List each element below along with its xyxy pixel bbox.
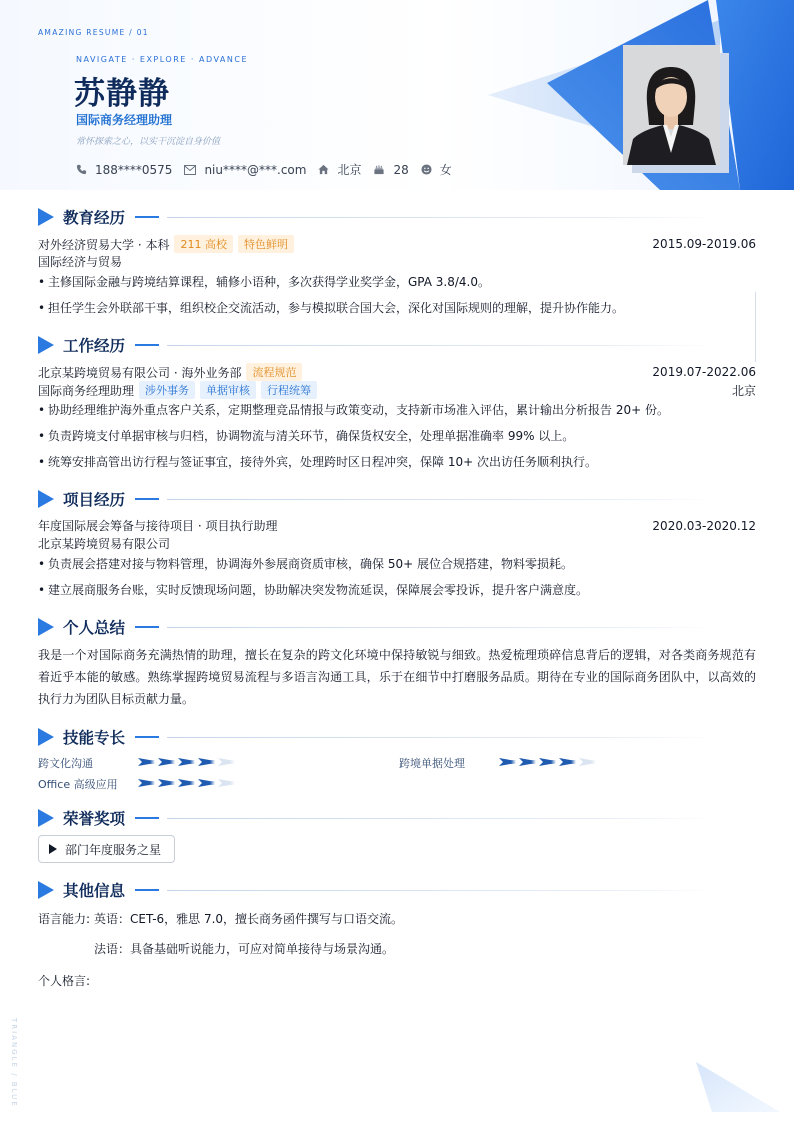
- section-triangle-icon: [38, 618, 54, 636]
- education-date: 2015.09-2019.06: [652, 237, 756, 251]
- header-tagline: NAVIGATE · EXPLORE · ADVANCE: [76, 55, 249, 64]
- target-role: 国际商务经理助理: [76, 113, 173, 127]
- language-english: 英语：CET-6，雅思 7.0，擅长商务函件撰写与口语交流。: [94, 912, 404, 926]
- work-location: 北京: [731, 383, 756, 398]
- skill-level-filled-icon: [559, 758, 576, 766]
- section-title-work: 工作经历: [38, 335, 717, 355]
- divider-line: [755, 292, 756, 362]
- section-triangle-icon: [38, 881, 54, 899]
- project-date: 2020.03-2020.12: [652, 518, 756, 533]
- education-major: 国际经济与贸易: [38, 255, 123, 269]
- skill-name: Office 高级应用: [38, 778, 118, 791]
- language-label: 语言能力:: [38, 912, 91, 926]
- position-name: 国际商务经理助理: [38, 383, 135, 398]
- skill-level-filled-icon: [198, 779, 215, 787]
- cake-icon: [373, 164, 385, 175]
- smile-icon: [421, 164, 432, 175]
- candidate-name: 苏静静: [74, 76, 170, 112]
- skill-level-filled-icon: [198, 758, 215, 766]
- project-bullet: • 建立展商服务台账，实时反馈现场问题，协助解决突发物流延误，保障展会零投诉，提升客户满意度。: [38, 581, 588, 598]
- company-name: 北京某跨境贸易有限公司 · 海外业务部: [38, 365, 242, 380]
- project-name: 年度国际展会筹备与接待项目 · 项目执行助理: [38, 519, 278, 533]
- skill-level-filled-icon: [138, 779, 155, 787]
- skill-level-filled-icon: [178, 758, 195, 766]
- section-title-other: 其他信息: [38, 880, 717, 900]
- age-text: 28: [393, 162, 409, 177]
- resume-kicker: AMAZING RESUME / 01: [38, 28, 149, 37]
- footer-triangle-decoration: [690, 1060, 794, 1123]
- skill-level-empty-icon: [579, 758, 596, 766]
- city-text: 北京: [337, 163, 362, 177]
- personal-motto-label: 个人格言:: [38, 974, 91, 988]
- position-tag: 涉外事务: [139, 381, 195, 399]
- skill-name: 跨文化沟通: [38, 757, 93, 770]
- contact-info: [76, 161, 464, 178]
- skill-name: 跨境单据处理: [399, 757, 465, 770]
- education-bullet: • 担任学生会外联部干事，组织校企交流活动，参与模拟联合国大会，深化对国际规则的理解，提升协作能力。: [38, 299, 624, 316]
- work-date: 2019.07-2022.06: [652, 365, 756, 379]
- work-bullet: • 协助经理维护海外重点客户关系，定期整理竞品情报与政策变动，支持新市场准入评估，累计输出分析报告 20+ 份。: [38, 401, 669, 418]
- position-tag: 单据审核: [200, 381, 256, 399]
- section-title-project: 项目经历: [38, 489, 717, 509]
- honor-item: [38, 835, 175, 863]
- section-triangle-icon: [38, 208, 54, 226]
- section-title-honors: 荣誉奖项: [38, 808, 717, 828]
- section-triangle-icon: [38, 490, 54, 508]
- section-triangle-icon: [38, 336, 54, 354]
- play-icon: [49, 844, 57, 854]
- summary-text: 我是一个对国际商务充满热情的助理，擅长在复杂的跨文化环境中保持敏锐与细致。热爱梳理琐碎信息背后的逻辑，对各类商务规范有着近乎本能的敏感。熟练掌握跨境贸易流程与多语言沟通工具，乐于在细节中打磨服务品质。期待在专业的国际商务团队中，以高效的执行力为团队目标贡献力量。: [38, 648, 756, 706]
- skill-level-filled-icon: [178, 779, 195, 787]
- phone-text: 188****0575: [95, 162, 173, 177]
- section-title-summary: 个人总结: [38, 617, 717, 637]
- education-bullet: • 主修国际金融与跨境结算课程，辅修小语种，多次获得学业奖学金，GPA 3.8/4.0。: [38, 273, 490, 290]
- contact-age: [373, 163, 408, 177]
- resume-header: [0, 0, 794, 190]
- honor-text: 部门年度服务之星: [65, 842, 162, 857]
- skill-level-2: [138, 778, 238, 788]
- language-french: 法语：具备基础听说能力，可应对简单接待与场景沟通。: [94, 942, 395, 956]
- work-position-row: [38, 381, 756, 399]
- skill-level-empty-icon: [218, 758, 235, 766]
- home-icon: [318, 164, 329, 175]
- skill-level-filled-icon: [539, 758, 556, 766]
- section-triangle-icon: [38, 809, 54, 827]
- school-name: 对外经济贸易大学 · 本科: [38, 237, 170, 252]
- phone-icon: [76, 164, 87, 175]
- skill-level-filled-icon: [158, 758, 175, 766]
- contact-gender: [421, 161, 452, 178]
- section-triangle-icon: [38, 728, 54, 746]
- mail-icon: [184, 165, 196, 175]
- education-tag: 211 高校: [174, 235, 233, 253]
- project-header-row: [38, 517, 756, 534]
- header-motto: 常怀探索之心，以实干沉淀自身价值: [76, 137, 221, 147]
- skill-level-0: [138, 757, 238, 767]
- work-header-row: [38, 363, 756, 381]
- contact-city: [318, 161, 361, 178]
- profile-photo: [623, 45, 720, 165]
- skill-level-filled-icon: [158, 779, 175, 787]
- email-text: niu****@***.com: [204, 162, 307, 177]
- skill-level-empty-icon: [218, 779, 235, 787]
- position-tag: 行程统筹: [261, 381, 317, 399]
- company-tag: 流程规范: [246, 363, 302, 381]
- side-watermark: TRIANGLE / BLUE: [10, 1018, 18, 1108]
- skill-level-filled-icon: [519, 758, 536, 766]
- education-header-row: [38, 235, 756, 253]
- gender-text: 女: [439, 163, 452, 177]
- contact-phone: [76, 163, 172, 177]
- skill-level-filled-icon: [499, 758, 516, 766]
- contact-email: [184, 163, 306, 177]
- avatar-illustration: [623, 45, 720, 165]
- work-bullet: • 统筹安排高管出访行程与签证事宜，接待外宾，处理跨时区日程冲突，保障 10+ 次出访任务顺利执行。: [38, 453, 597, 470]
- section-title-education: 教育经历: [38, 207, 717, 227]
- project-org: 北京某跨境贸易有限公司: [38, 537, 171, 551]
- section-title-skills: 技能专长: [38, 727, 717, 747]
- project-bullet: • 负责展会搭建对接与物料管理，协调海外参展商资质审核，确保 50+ 展位合规搭建，物料零损耗。: [38, 555, 573, 572]
- work-bullet: • 负责跨境支付单据审核与归档，协调物流与清关环节，确保货权安全，处理单据准确率 99% 以上。: [38, 427, 574, 444]
- education-tag: 特色鲜明: [238, 235, 294, 253]
- skill-level-1: [499, 757, 599, 767]
- skill-level-filled-icon: [138, 758, 155, 766]
